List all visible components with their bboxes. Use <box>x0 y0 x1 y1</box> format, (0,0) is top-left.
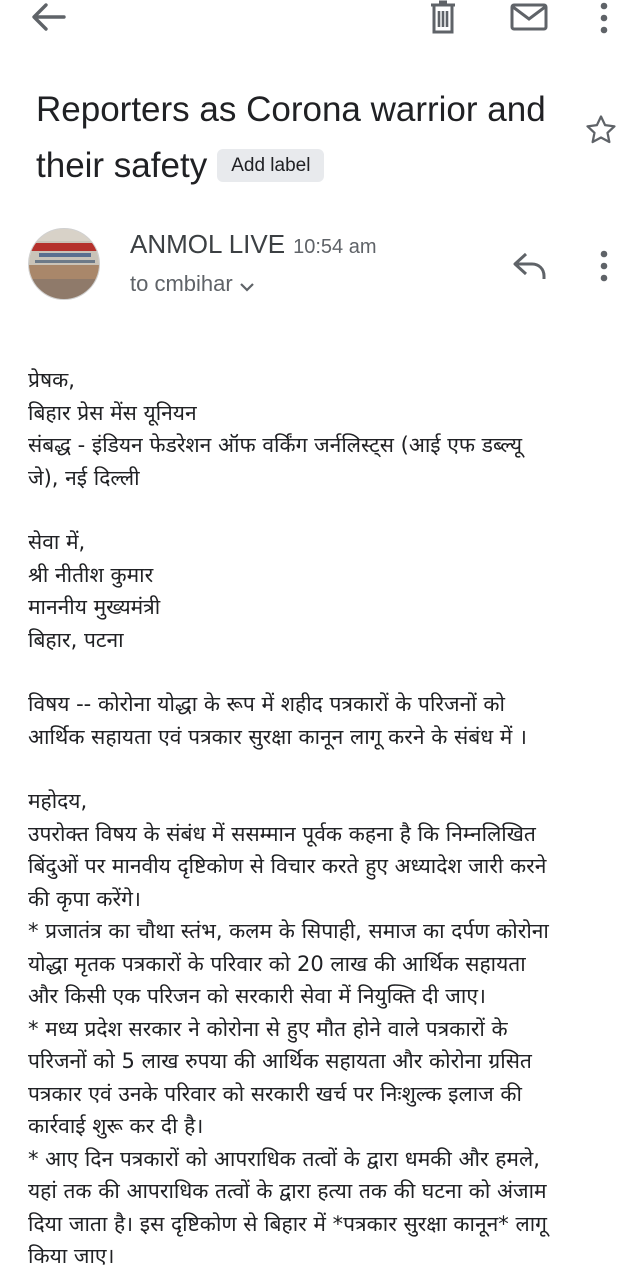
sender-name: ANMOL LIVE <box>130 229 286 259</box>
body-line: विषय -- कोरोना योद्धा के रूप में शहीद पत्रकारों के परिजनों को <box>28 692 505 716</box>
body-line: * प्रजातंत्र का चौथा स्तंभ, कलम के सिपाही, समाज का दर्पण कोरोना <box>28 919 549 943</box>
more-vert-icon[interactable] <box>598 2 610 34</box>
body-line: बिहार, पटना <box>28 627 124 652</box>
subject-title: Reporters as Corona warrior and their safety <box>36 90 546 185</box>
back-arrow-icon[interactable] <box>30 2 66 32</box>
message-time: 10:54 am <box>293 236 377 258</box>
body-line: प्रेषक, <box>28 368 75 392</box>
recipient-text: to cmbihar <box>130 271 233 296</box>
body-line: महोदय, <box>28 789 88 813</box>
body-line: कार्रवाई शुरू कर दी है। <box>28 1114 204 1138</box>
body-line: सेवा में, <box>28 530 86 554</box>
body-line: जे), नई दिल्ली <box>28 465 140 490</box>
message-more-icon[interactable] <box>598 250 610 282</box>
email-subject <box>36 82 576 194</box>
body-line: माननीय मुख्यमंत्री <box>28 595 161 619</box>
body-line: श्री नीतीश कुमार <box>28 562 154 587</box>
body-line: उपरोक्त विषय के संबंध में ससम्मान पूर्वक कहना है कि निम्नलिखित <box>28 821 536 846</box>
trash-icon[interactable] <box>428 0 458 34</box>
body-line: * मध्य प्रदेश सरकार ने कोरोना से हुए मौत होने वाले पत्रकारों के <box>28 1016 508 1041</box>
body-line: यहां तक की आपराधिक तत्वों के द्वारा हत्या तक की घटना को अंजाम <box>28 1179 547 1203</box>
add-label-button[interactable]: Add label <box>217 149 324 182</box>
body-line: किया जाए। <box>28 1244 115 1268</box>
reply-icon[interactable] <box>512 251 548 281</box>
body-line: संबद्ध - इंडियन फेडरेशन ऑफ वर्किंग जर्नलिस्ट्स (आई एफ डब्ल्यू <box>28 433 523 457</box>
recipient-line[interactable] <box>130 271 255 298</box>
body-line: * आए दिन पत्रकारों को आपराधिक तत्वों के द्वारा धमकी और हमले, <box>28 1146 540 1171</box>
body-line: बिंदुओं पर मानवीय दृष्टिकोण से विचार करते हुए अध्यादेश जारी करने <box>28 854 547 878</box>
star-icon[interactable] <box>584 113 618 147</box>
body-line: परिजनों को 5 लाख रुपया की आर्थिक सहायता और कोरोना ग्रसित <box>28 1049 532 1073</box>
body-line: बिहार प्रेस मेंस यूनियन <box>28 400 197 425</box>
email-body <box>28 364 632 1273</box>
chevron-down-icon[interactable] <box>239 272 255 298</box>
body-line: आर्थिक सहायता एवं पत्रकार सुरक्षा कानून लागू करने के संबंध में । <box>28 724 527 749</box>
body-line: दिया जाता है। इस दृष्टिकोण से बिहार में *पत्रकार सुरक्षा कानून* लागू <box>28 1211 547 1236</box>
sender-avatar[interactable] <box>28 228 100 300</box>
sender-line <box>130 229 376 260</box>
body-line: की कृपा करेंगे। <box>28 886 141 911</box>
body-line: योद्धा मृतक पत्रकारों के परिवार को 20 लाख की आर्थिक सहायता <box>28 951 526 976</box>
body-line: और किसी एक परिजन को सरकारी सेवा में नियुक्ति दी जाए। <box>28 984 486 1008</box>
body-line: पत्रकार एवं उनके परिवार को सरकारी खर्च पर निःशुल्क इलाज की <box>28 1081 522 1106</box>
mail-icon[interactable] <box>510 3 548 31</box>
